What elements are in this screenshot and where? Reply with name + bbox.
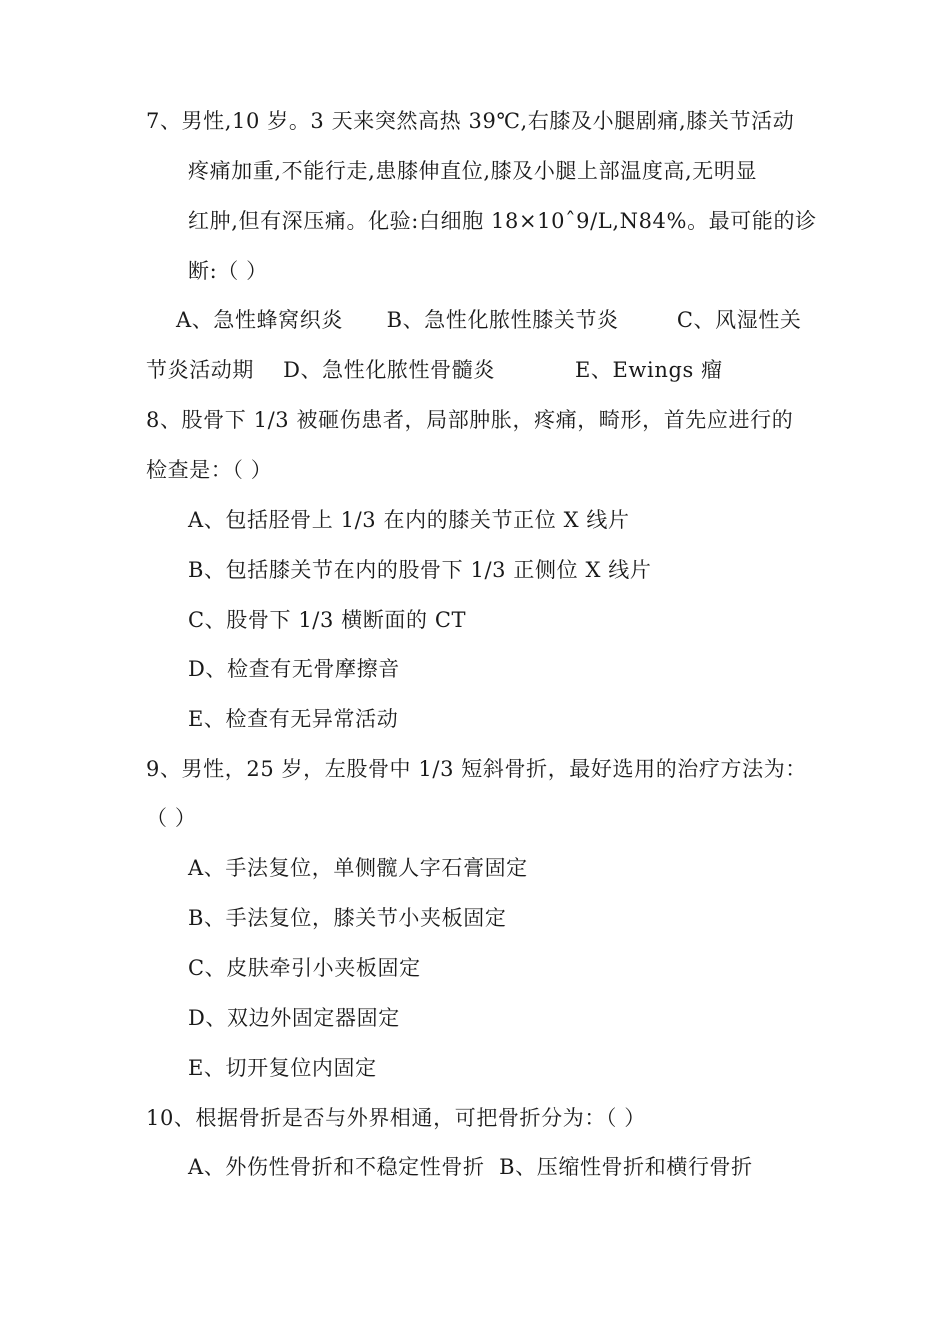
q8-option-e: E、检查有无异常活动 — [188, 707, 399, 731]
q7-stem-line-1: 7、男性,10 岁。3 天来突然高热 39℃,右膝及小腿剧痛,膝关节活动 — [146, 109, 795, 133]
q8-stem-line-1: 8、股骨下 1/3 被砸伤患者，局部肿胀，疼痛，畸形，首先应进行的 — [146, 408, 794, 432]
q9-stem-line-2: （ ） — [146, 806, 197, 830]
q8-option-a: A、包括胫骨上 1/3 在内的膝关节正位 X 线片 — [188, 508, 630, 532]
q10-stem-line-1: 10、根据骨折是否与外界相通，可把骨折分为：（ ） — [146, 1106, 646, 1130]
q8-option-d: D、检查有无骨摩擦音 — [188, 657, 400, 681]
q9-option-a: A、手法复位，单侧髋人字石膏固定 — [188, 856, 528, 880]
q9-option-b: B、手法复位，膝关节小夹板固定 — [188, 906, 507, 930]
q7-options-line-1: A、急性蜂窝织炎 B、急性化脓性膝关节炎 C、风湿性关 — [176, 308, 802, 332]
q8-stem-line-2: 检查是：（ ） — [146, 458, 273, 482]
q7-options-line-2: 节炎活动期 D、急性化脓性骨髓炎 E、Ewings 瘤 — [146, 358, 723, 382]
q9-option-c: C、皮肤牵引小夹板固定 — [188, 956, 421, 980]
q9-stem-line-1: 9、男性，25 岁，左股骨中 1/3 短斜骨折，最好选用的治疗方法为： — [146, 757, 807, 781]
q7-stem-line-3: 红肿,但有深压痛。化验:白细胞 18×10ˆ9/L,N84%。最可能的诊 — [188, 209, 817, 233]
q9-option-d: D、双边外固定器固定 — [188, 1006, 400, 1030]
q7-stem-line-4: 断:（ ） — [188, 259, 268, 283]
q9-option-e: E、切开复位内固定 — [188, 1056, 377, 1080]
q8-option-b: B、包括膝关节在内的股骨下 1/3 正侧位 X 线片 — [188, 558, 652, 582]
q7-stem-line-2: 疼痛加重,不能行走,患膝伸直位,膝及小腿上部温度高,无明显 — [188, 159, 758, 183]
q8-option-c: C、股骨下 1/3 横断面的 CT — [188, 608, 467, 632]
q10-options-line-1: A、外伤性骨折和不稳定性骨折 B、压缩性骨折和横行骨折 — [188, 1155, 753, 1179]
